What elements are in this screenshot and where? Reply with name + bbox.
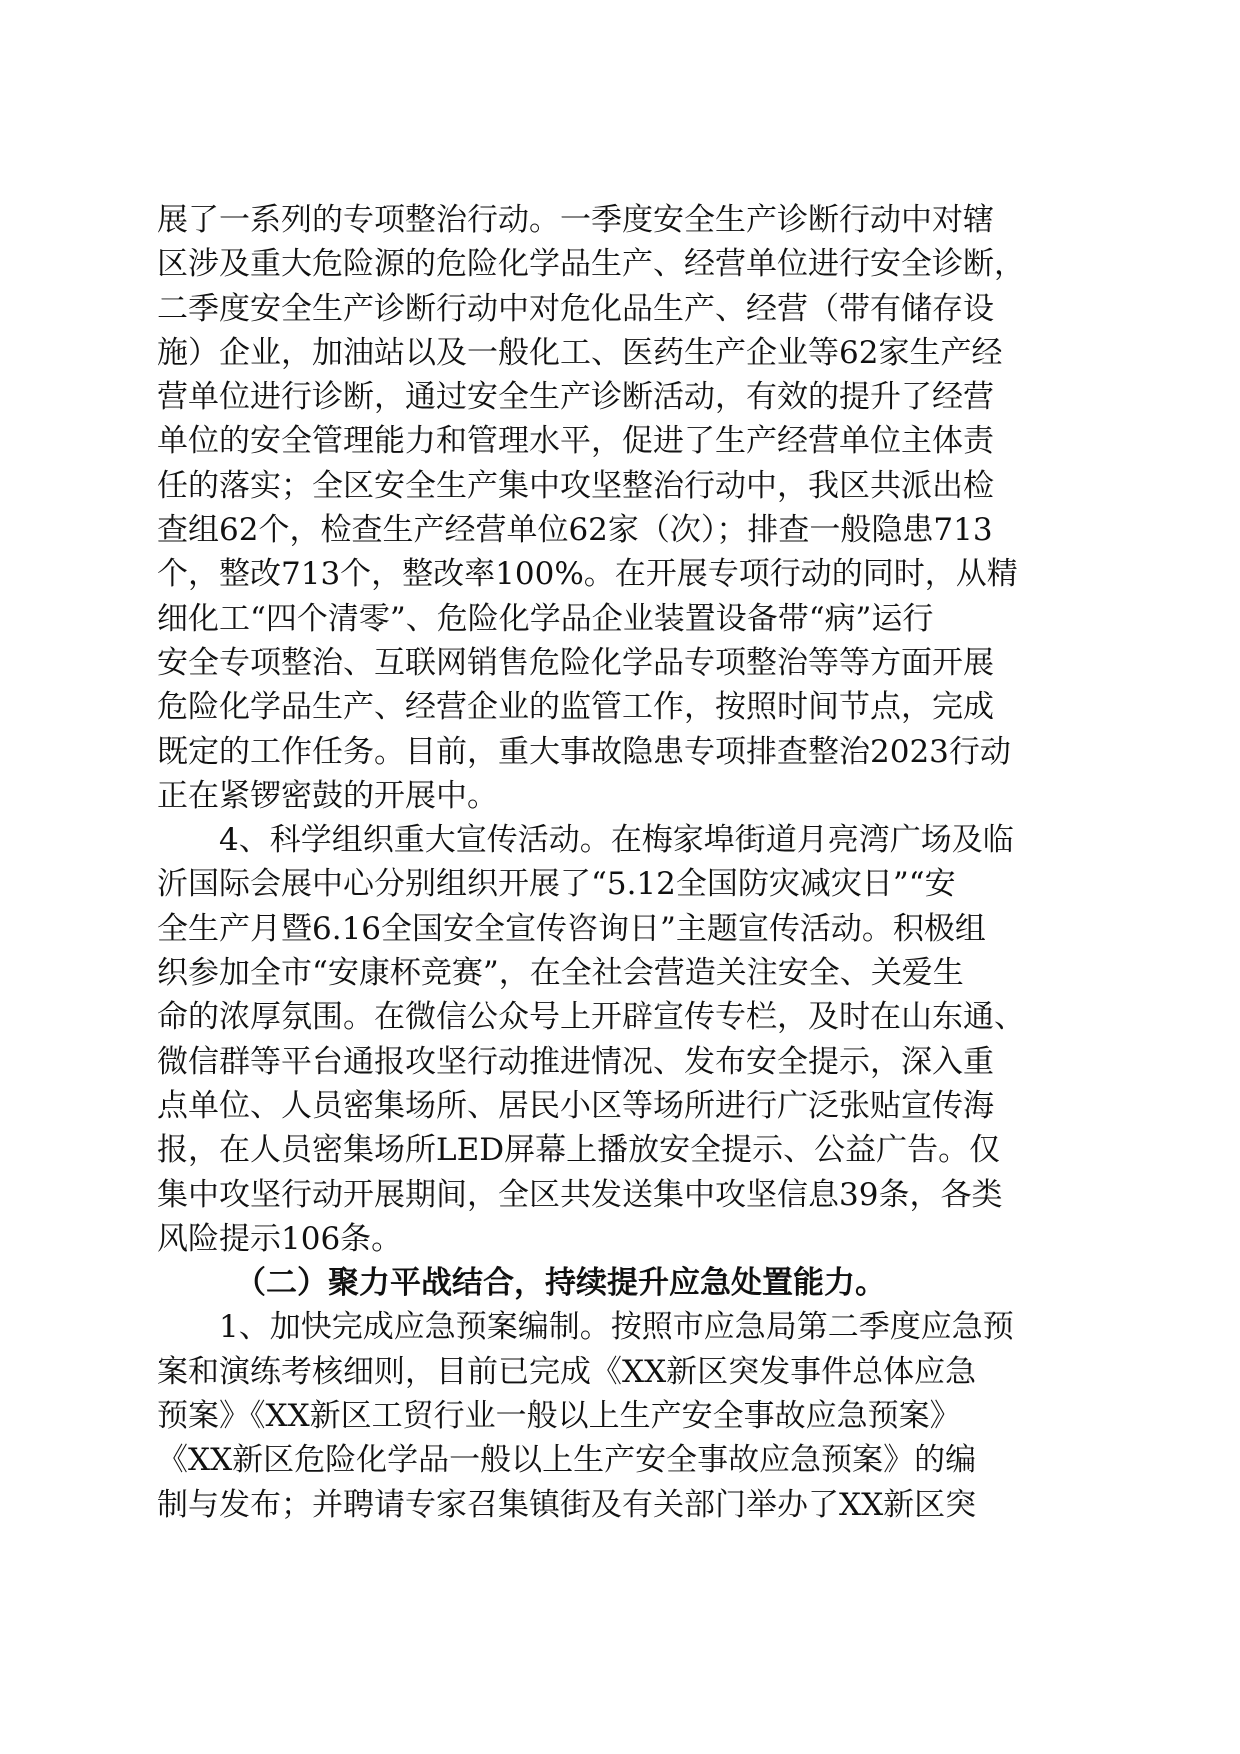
text-line: 营单位进行诊断，通过安全生产诊断活动，有效的提升了经营 <box>157 379 994 416</box>
text-line: 区涉及重大危险源的危险化学品生产、经营单位进行安全诊断， <box>157 246 1025 283</box>
text-line: 施）企业，加油站以及一般化工、医药生产企业等62家生产经 <box>157 334 1003 371</box>
text-line: 命的浓厚氛围。在微信公众号上开辟宣传专栏，及时在山东通、 <box>157 999 1025 1036</box>
text-line: 报，在人员密集场所LED屏幕上播放安全提示、公益广告。仅 <box>157 1132 1001 1169</box>
text-line: 《XX新区危险化学品一般以上生产安全事故应急预案》的编 <box>157 1442 977 1479</box>
text-line: 织参加全市“安康杯竞赛”，在全社会营造关注安全、关爱生 <box>157 955 964 992</box>
text-line: 危险化学品生产、经营企业的监管工作，按照时间节点，完成 <box>157 689 994 726</box>
paragraph-start: 4、科学组织重大宣传活动。在梅家埠街道月亮湾广场及临 <box>219 822 1014 859</box>
text-line: 个，整改713个，整改率100%。在开展专项行动的同时，从精 <box>157 556 1018 593</box>
text-line: 案和演练考核细则，目前已完成《XX新区突发事件总体应急 <box>157 1353 977 1390</box>
text-line: 风险提示106条。 <box>157 1220 403 1257</box>
paragraph-start: 1、加快完成应急预案编制。按照市应急局第二季度应急预 <box>219 1309 1014 1346</box>
text-line: 安全专项整治、互联网销售危险化学品专项整治等等方面开展 <box>157 644 994 681</box>
document-body <box>157 198 1087 1527</box>
text-line: 正在紧锣密鼓的开展中。 <box>157 777 498 814</box>
text-line: 细化工“四个清零”、危险化学品企业装置设备带“病”运行 <box>157 600 934 637</box>
text-line: 沂国际会展中心分别组织开展了“5.12全国防灾减灾日”“安 <box>157 866 956 903</box>
text-line: 集中攻坚行动开展期间，全区共发送集中攻坚信息39条，各类 <box>157 1176 1003 1213</box>
text-line: 点单位、人员密集场所、居民小区等场所进行广泛张贴宣传海 <box>157 1087 994 1124</box>
text-line: 展了一系列的专项整治行动。一季度安全生产诊断行动中对辖 <box>157 202 994 238</box>
text-line: 查组62个，检查生产经营单位62家（次）；排查一般隐患713 <box>157 512 993 549</box>
text-line: 既定的工作任务。目前，重大事故隐患专项排查整治2023行动 <box>157 733 1011 770</box>
text-line: 单位的安全管理能力和管理水平，促进了生产经营单位主体责 <box>157 423 994 460</box>
text-line: 二季度安全生产诊断行动中对危化品生产、经营（带有储存设 <box>157 290 994 327</box>
text-line: 预案》《XX新区工贸行业一般以上生产安全事故应急预案》 <box>157 1398 961 1435</box>
text-line: 微信群等平台通报攻坚行动推进情况、发布安全提示，深入重 <box>157 1043 994 1080</box>
section-heading: （二）聚力平战结合，持续提升应急处置能力。 <box>235 1265 886 1302</box>
text-line: 全生产月暨6.16全国安全宣传咨询日”主题宣传活动。积极组 <box>157 910 986 947</box>
text-line: 制与发布；并聘请专家召集镇街及有关部门举办了XX新区突 <box>157 1486 977 1523</box>
text-line: 任的落实；全区安全生产集中攻坚整治行动中，我区共派出检 <box>157 467 994 504</box>
